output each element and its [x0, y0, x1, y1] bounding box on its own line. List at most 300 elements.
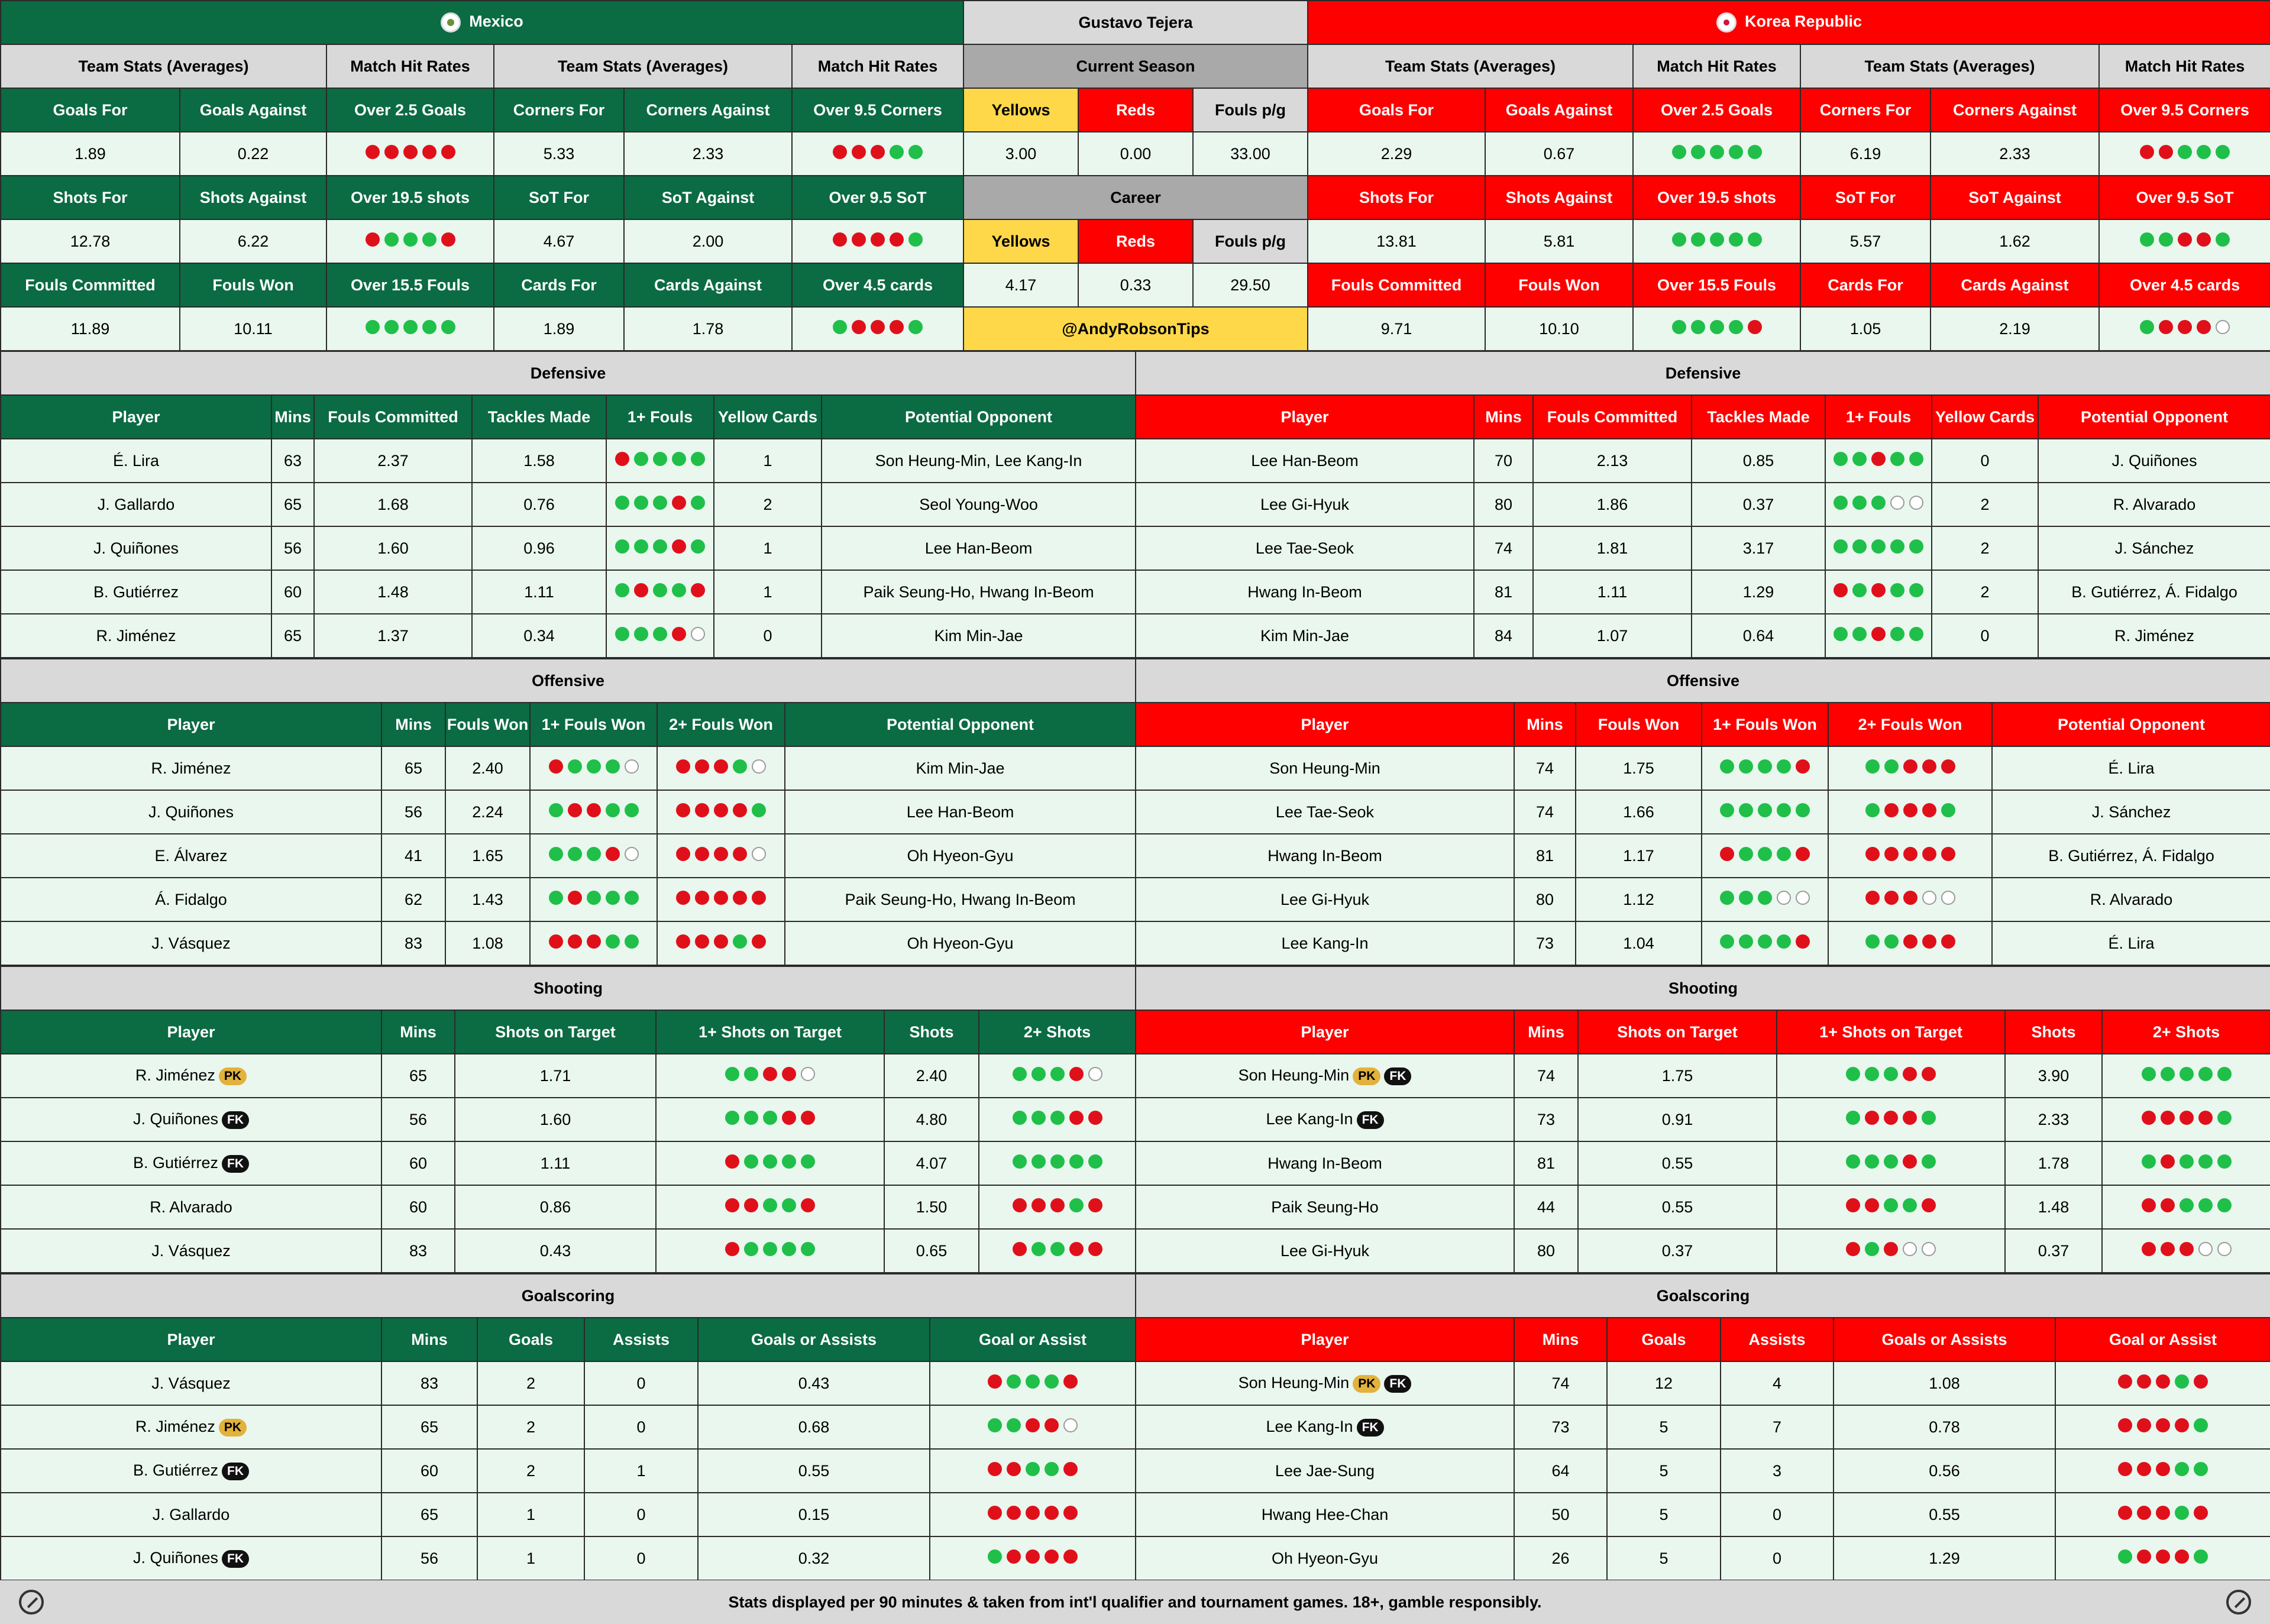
column-header: Mins	[381, 1010, 455, 1054]
season-yellows: 3.00	[963, 132, 1078, 176]
stat-label: Over 15.5 Fouls	[326, 263, 494, 307]
hit-rate-dots	[1865, 891, 1955, 905]
stat-value: 2.00	[624, 219, 792, 263]
hit-dot	[1777, 934, 1791, 949]
hit-rate-dots	[2118, 1549, 2208, 1564]
stat-cell: 2.37	[314, 439, 472, 483]
column-header: Goals	[477, 1318, 584, 1361]
stat-cell: 1.48	[2005, 1185, 2102, 1229]
stat-cell	[930, 1493, 1136, 1536]
stat-cell: 2.13	[1533, 439, 1692, 483]
player-name	[1, 1141, 381, 1185]
stat-value: 1.89	[494, 307, 624, 351]
column-header: Goal or Assist	[2055, 1318, 2270, 1361]
section-title: Defensive	[1136, 351, 2270, 395]
miss-dot	[549, 759, 563, 774]
fk-badge: FK	[222, 1111, 249, 1129]
stat-cell	[656, 1054, 884, 1098]
miss-dot	[2137, 1418, 2151, 1432]
hit-rate-dots	[1846, 1198, 1936, 1212]
stat-value	[326, 307, 494, 351]
stat-cell	[657, 878, 785, 921]
stat-cell	[2055, 1493, 2270, 1536]
hit-rate-dots	[2118, 1462, 2208, 1476]
hit-dot	[1852, 627, 1867, 641]
miss-dot	[2156, 1374, 2170, 1389]
table-row	[1136, 1098, 2270, 1141]
hit-dot	[763, 1198, 777, 1212]
miss-dot	[2118, 1506, 2132, 1520]
stat-cell: 0	[1932, 439, 2038, 483]
hit-dot	[1834, 627, 1848, 641]
twitter-handle[interactable]: @AndyRobsonTips	[963, 307, 1308, 351]
miss-dot	[2142, 1198, 2156, 1212]
stat-value	[1633, 132, 1800, 176]
hit-dot	[733, 934, 747, 949]
empty-dot	[1890, 496, 1904, 510]
stat-cell: 81	[1514, 834, 1576, 878]
column-header: Tackles Made	[472, 395, 606, 439]
team-a-name: Mexico	[469, 12, 523, 31]
hit-dot	[1941, 803, 1955, 817]
stat-label: Cards Against	[624, 263, 792, 307]
column-header: 2+ Shots	[979, 1010, 1136, 1054]
stat-cell: 2	[477, 1405, 584, 1449]
hit-dot	[549, 891, 563, 905]
miss-dot	[1941, 934, 1955, 949]
player-name	[1, 1054, 381, 1098]
hit-dot	[1050, 1242, 1065, 1256]
fk-badge: FK	[1357, 1111, 1384, 1129]
hit-dot	[1884, 1198, 1898, 1212]
column-header: Goals or Assists	[1834, 1318, 2055, 1361]
stat-cell: 70	[1474, 439, 1533, 483]
table-row	[1, 1054, 1136, 1098]
miss-dot	[725, 1198, 739, 1212]
miss-dot	[1069, 1242, 1084, 1256]
miss-dot	[2161, 1111, 2175, 1125]
hit-rate-dots	[725, 1154, 815, 1169]
miss-dot	[1069, 1111, 1084, 1125]
stat-label: Shots For	[1308, 176, 1485, 219]
stat-cell: 2.33	[2005, 1098, 2102, 1141]
hit-dot	[1729, 232, 1743, 247]
fk-badge: FK	[1384, 1067, 1411, 1085]
miss-dot	[1063, 1374, 1078, 1389]
hit-dot	[1846, 1154, 1860, 1169]
hit-dot	[1890, 583, 1904, 597]
hit-rate-dots	[833, 320, 923, 334]
hit-dot	[2194, 1549, 2208, 1564]
hit-rate-dots	[988, 1374, 1078, 1389]
player-name: Lee Gi-Hyuk	[1136, 483, 1474, 526]
hit-dot	[366, 320, 380, 334]
stat-cell: 12	[1607, 1361, 1721, 1405]
stat-cell: 0.64	[1692, 614, 1825, 658]
hit-dot	[1739, 847, 1753, 861]
player-label: Lee Kang-In	[1266, 1110, 1353, 1128]
hit-dot	[1834, 496, 1848, 510]
miss-dot	[1865, 1111, 1879, 1125]
stat-label: Corners For	[494, 88, 624, 132]
empty-dot	[1796, 891, 1810, 905]
stat-cell: 83	[381, 1229, 455, 1273]
empty-dot	[1088, 1067, 1102, 1081]
table-row	[1136, 790, 2270, 834]
stat-cell	[979, 1141, 1136, 1185]
stat-cell: 50	[1514, 1493, 1607, 1536]
potential-opponent: J. Sánchez	[1992, 790, 2270, 834]
hit-rate-dots	[1865, 803, 1955, 817]
player-name	[1, 1098, 381, 1141]
hit-dot	[672, 583, 686, 597]
miss-dot	[871, 232, 885, 247]
player-label: Lee Jae-Sung	[1275, 1461, 1375, 1480]
stat-cell: 0.78	[1834, 1405, 2055, 1449]
hit-rate-dots	[2142, 1111, 2232, 1125]
stat-cell: 0	[584, 1405, 698, 1449]
miss-dot	[2197, 320, 2211, 334]
stat-cell: 74	[1514, 1361, 1607, 1405]
column-header: 2+ Shots	[2102, 1010, 2270, 1054]
hit-dot	[2159, 232, 2173, 247]
stat-cell: 83	[381, 1361, 477, 1405]
stat-label: Cards For	[494, 263, 624, 307]
stat-value	[2099, 219, 2270, 263]
hit-rate-dots	[615, 539, 705, 554]
miss-dot	[1063, 1549, 1078, 1564]
player-name: R. Jiménez	[1, 614, 271, 658]
miss-dot	[1026, 1506, 1040, 1520]
miss-dot	[1903, 1154, 1917, 1169]
korea-flag-icon	[1716, 12, 1737, 33]
table-row	[1136, 1493, 2270, 1536]
stat-cell: 1.48	[314, 570, 472, 614]
column-header: Goals or Assists	[698, 1318, 930, 1361]
table-row	[1, 1449, 1136, 1493]
stat-cell: 60	[271, 570, 314, 614]
stat-cell: 74	[1514, 746, 1576, 790]
mexico-flag-icon	[441, 12, 461, 33]
table-row	[1, 878, 1136, 921]
stat-cell: 0	[584, 1536, 698, 1580]
miss-dot	[1865, 1198, 1879, 1212]
miss-dot	[744, 1198, 758, 1212]
player-label: J. Gallardo	[152, 1505, 230, 1523]
stat-cell: 1.60	[314, 526, 472, 570]
hit-rate-dots	[2142, 1154, 2232, 1169]
stat-cell	[2102, 1229, 2270, 1273]
potential-opponent: Oh Hyeon-Gyu	[785, 921, 1136, 965]
miss-dot	[2118, 1374, 2132, 1389]
hit-rate-dots	[2140, 145, 2230, 159]
miss-dot	[1903, 934, 1917, 949]
stat-cell: 2.40	[884, 1054, 979, 1098]
column-header: 1+ Fouls Won	[530, 703, 657, 746]
miss-dot	[1069, 1067, 1084, 1081]
player-name: Lee Tae-Seok	[1136, 526, 1474, 570]
player-name: Á. Fidalgo	[1, 878, 381, 921]
player-label: J. Quiñones	[132, 1110, 219, 1128]
hit-rate-dots	[1834, 539, 1923, 554]
miss-dot	[714, 803, 728, 817]
hit-dot	[672, 452, 686, 466]
hit-dot	[568, 847, 582, 861]
player-name	[1136, 1141, 1514, 1185]
miss-dot	[2198, 1111, 2213, 1125]
match-hit-header: Match Hit Rates	[1633, 44, 1800, 88]
hit-rate-dots	[988, 1549, 1078, 1564]
stat-cell	[656, 1229, 884, 1273]
hit-dot	[988, 1418, 1002, 1432]
hit-dot	[1903, 1198, 1917, 1212]
hit-rate-dots	[615, 496, 705, 510]
hit-rate-dots	[2142, 1242, 2232, 1256]
stat-cell	[1825, 439, 1932, 483]
hit-dot	[1909, 452, 1923, 466]
hit-rate-dots	[1834, 583, 1923, 597]
section-title: Offensive	[1136, 659, 2270, 703]
empty-dot	[1922, 1242, 1936, 1256]
stat-value: 6.19	[1800, 132, 1931, 176]
player-label: Hwang In-Beom	[1267, 1154, 1382, 1172]
miss-dot	[2175, 1418, 2189, 1432]
player-label: R. Jiménez	[135, 1418, 215, 1436]
hit-dot	[1007, 1418, 1021, 1432]
column-header: Fouls Won	[445, 703, 530, 746]
hit-dot	[1031, 1067, 1046, 1081]
column-header: Shots	[2005, 1010, 2102, 1054]
column-header: 2+ Fouls Won	[1828, 703, 1992, 746]
stat-cell: B. Gutiérrez, Á. Fidalgo	[2038, 570, 2270, 614]
stat-cell: Lee Han-Beom	[822, 526, 1136, 570]
hit-dot	[1013, 1111, 1027, 1125]
stat-cell: 0.37	[2005, 1229, 2102, 1273]
stat-cell	[1828, 746, 1992, 790]
miss-dot	[988, 1462, 1002, 1476]
empty-dot	[1903, 1242, 1917, 1256]
miss-dot	[403, 145, 418, 159]
hit-dot	[1069, 1198, 1084, 1212]
stat-cell: 74	[1514, 790, 1576, 834]
column-header: Fouls Committed	[1533, 395, 1692, 439]
miss-dot	[1884, 891, 1899, 905]
brand-logo-icon	[2226, 1590, 2251, 1615]
hit-dot	[1050, 1154, 1065, 1169]
empty-dot	[625, 759, 639, 774]
miss-dot	[1026, 1549, 1040, 1564]
hit-rate-dots	[725, 1242, 815, 1256]
pk-badge: PK	[219, 1067, 247, 1085]
hit-dot	[1852, 452, 1867, 466]
stat-cell: 81	[1514, 1141, 1578, 1185]
stat-cell	[657, 746, 785, 790]
miss-dot	[2156, 1506, 2170, 1520]
career-yellows: 4.17	[963, 263, 1078, 307]
stat-label: SoT For	[494, 176, 624, 219]
stat-cell: 1.37	[314, 614, 472, 658]
miss-dot	[1007, 1506, 1021, 1520]
hit-dot	[1884, 1067, 1898, 1081]
miss-dot	[2175, 1549, 2189, 1564]
player-label: B. Gutiérrez	[132, 1154, 219, 1172]
table-row	[1136, 1229, 2270, 1273]
stat-value	[2099, 307, 2270, 351]
miss-dot	[695, 759, 709, 774]
stat-value: 1.78	[624, 307, 792, 351]
stat-value: 9.71	[1308, 307, 1485, 351]
column-header: Mins	[1514, 703, 1576, 746]
hit-dot	[615, 496, 629, 510]
stat-label: Over 9.5 SoT	[792, 176, 963, 219]
column-header: Mins	[381, 1318, 477, 1361]
stat-cell: 26	[1514, 1536, 1607, 1580]
player-name: É. Lira	[1, 439, 271, 483]
hit-rate-dots	[833, 145, 923, 159]
miss-dot	[1922, 1067, 1936, 1081]
stat-cell: 0.34	[472, 614, 606, 658]
team-b-name: Korea Republic	[1745, 12, 1862, 31]
stat-cell: 0.37	[1692, 483, 1825, 526]
pk-badge: PK	[1353, 1067, 1380, 1085]
stat-cell: 60	[381, 1141, 455, 1185]
hit-rate-dots	[676, 759, 766, 774]
stat-label: Goals For	[1308, 88, 1485, 132]
stat-cell: 1.81	[1533, 526, 1692, 570]
table-row	[1136, 746, 2270, 790]
miss-dot	[752, 934, 766, 949]
stat-cell	[656, 1098, 884, 1141]
hit-dot	[1865, 759, 1880, 774]
stat-cell	[657, 790, 785, 834]
hit-dot	[1758, 934, 1772, 949]
hit-dot	[2194, 1462, 2208, 1476]
player-name	[1136, 1493, 1514, 1536]
empty-dot	[801, 1067, 815, 1081]
stat-cell: 0.37	[1578, 1229, 1777, 1273]
player-name	[1136, 1054, 1514, 1098]
potential-opponent: B. Gutiérrez, Á. Fidalgo	[1992, 834, 2270, 878]
player-name: E. Álvarez	[1, 834, 381, 878]
stat-label: Fouls Committed	[1, 263, 180, 307]
hit-dot	[1852, 583, 1867, 597]
stat-label: Over 4.5 cards	[792, 263, 963, 307]
hit-dot	[2197, 145, 2211, 159]
hit-dot	[1890, 539, 1904, 554]
hit-dot	[2175, 1374, 2189, 1389]
miss-dot	[2178, 320, 2192, 334]
pk-badge: PK	[1353, 1375, 1380, 1393]
hit-dot	[441, 320, 455, 334]
pk-badge: PK	[219, 1419, 247, 1437]
miss-dot	[366, 232, 380, 247]
miss-dot	[1063, 1462, 1078, 1476]
stat-cell: 0	[584, 1361, 698, 1405]
hit-dot	[1045, 1374, 1059, 1389]
miss-dot	[695, 847, 709, 861]
stat-cell: R. Alvarado	[2038, 483, 2270, 526]
reds-label: Reds	[1078, 219, 1193, 263]
current-season-header: Current Season	[963, 44, 1308, 88]
disclaimer-text: Stats displayed per 90 minutes & taken from int'l qualifier and tournament games. 18+, gamble responsibly.	[728, 1593, 1542, 1611]
stat-cell	[530, 834, 657, 878]
stat-cell	[606, 483, 714, 526]
stat-label: Shots For	[1, 176, 180, 219]
stat-cell	[1825, 483, 1932, 526]
player-name	[1136, 1098, 1514, 1141]
stat-label: Corners For	[1800, 88, 1931, 132]
miss-dot	[1013, 1242, 1027, 1256]
miss-dot	[1922, 1198, 1936, 1212]
hit-dot	[1013, 1154, 1027, 1169]
hit-dot	[1007, 1374, 1021, 1389]
hit-rate-dots	[676, 934, 766, 949]
empty-dot	[1063, 1418, 1078, 1432]
hit-dot	[403, 232, 418, 247]
stat-cell	[2055, 1405, 2270, 1449]
korea-goalscoring	[1135, 1273, 2270, 1581]
empty-dot	[1777, 891, 1791, 905]
stat-value: 10.10	[1485, 307, 1633, 351]
miss-dot	[1865, 847, 1880, 861]
hit-dot	[1691, 145, 1705, 159]
stat-cell	[530, 790, 657, 834]
hit-dot	[1758, 891, 1772, 905]
hit-rate-dots	[676, 847, 766, 861]
hit-dot	[2217, 1154, 2232, 1169]
stat-label: Over 9.5 SoT	[2099, 176, 2270, 219]
hit-rate-dots	[725, 1111, 815, 1125]
stat-cell	[2055, 1361, 2270, 1405]
fk-badge: FK	[1357, 1419, 1384, 1437]
hit-dot	[1088, 1154, 1102, 1169]
hit-dot	[744, 1242, 758, 1256]
stat-cell: 56	[381, 790, 445, 834]
column-header: Potential Opponent	[2038, 395, 2270, 439]
miss-dot	[1045, 1549, 1059, 1564]
player-name: Hwang In-Beom	[1136, 570, 1474, 614]
stat-label: Goals Against	[1485, 88, 1633, 132]
miss-dot	[833, 232, 847, 247]
hit-dot	[801, 1154, 815, 1169]
stat-value: 5.33	[494, 132, 624, 176]
stat-label: Corners Against	[1931, 88, 2099, 132]
hit-dot	[691, 452, 705, 466]
hit-dot	[1739, 759, 1753, 774]
miss-dot	[1884, 1242, 1898, 1256]
stat-cell: 3.17	[1692, 526, 1825, 570]
miss-dot	[2180, 1242, 2194, 1256]
player-name: Hwang In-Beom	[1136, 834, 1514, 878]
miss-dot	[1903, 1111, 1917, 1125]
stat-cell	[606, 439, 714, 483]
hit-dot	[890, 145, 904, 159]
stat-cell: 56	[271, 526, 314, 570]
hit-dot	[1050, 1067, 1065, 1081]
stat-cell	[930, 1449, 1136, 1493]
table-row	[1136, 614, 2270, 658]
player-name	[1, 1493, 381, 1536]
hit-dot	[2180, 1067, 2194, 1081]
miss-dot	[691, 583, 705, 597]
miss-dot	[587, 803, 601, 817]
player-label: R. Alvarado	[150, 1198, 232, 1216]
miss-dot	[2137, 1506, 2151, 1520]
stat-cell: Paik Seung-Ho, Hwang In-Beom	[822, 570, 1136, 614]
miss-dot	[1007, 1462, 1021, 1476]
hit-rate-dots	[1672, 145, 1762, 159]
miss-dot	[1063, 1506, 1078, 1520]
